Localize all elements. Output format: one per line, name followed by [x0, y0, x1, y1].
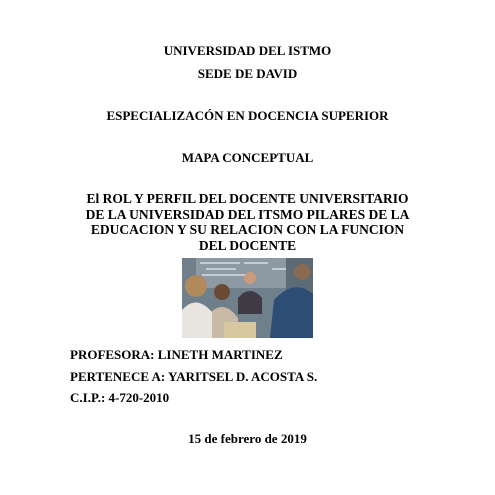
title-line: El ROL Y PERFIL DEL DOCENTE UNIVERSITARIO [86, 191, 409, 206]
professor: PROFESORA: LINETH MARTINEZ [70, 347, 283, 362]
belongs-to: PERTENECE A: YARITSEL D. ACOSTA S. [70, 369, 318, 384]
campus-name: SEDE DE DAVID [197, 66, 298, 81]
title-line: DE LA UNIVERSIDAD DEL ITSMO PILARES DE LA [85, 206, 410, 222]
document-type: MAPA CONCEPTUAL [181, 150, 314, 165]
cip-number: C.I.P.: 4-720-2010 [70, 390, 170, 405]
title-line: DEL DOCENTE [198, 237, 297, 253]
classroom-photo [182, 258, 313, 338]
document-title [0, 191, 495, 253]
title-line: EDUCACION Y SU RELACION CON LA FUNCION [90, 222, 405, 237]
program-name: ESPECIALIZACÓN EN DOCENCIA SUPERIOR [106, 108, 389, 123]
university-name: UNIVERSIDAD DEL ISTMO [163, 43, 332, 58]
document-date: 15 de febrero de 2019 [188, 431, 307, 446]
